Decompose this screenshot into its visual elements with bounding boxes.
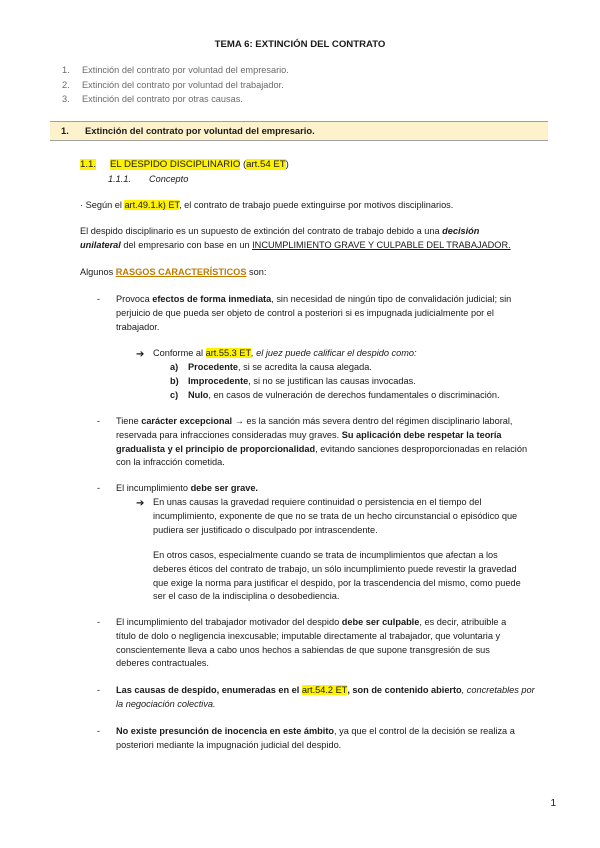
- emphasis: decisión: [442, 226, 480, 236]
- text: Conforme al: [153, 348, 206, 358]
- list-dash: -: [97, 416, 101, 426]
- item-letter: a): [170, 362, 179, 372]
- text: , si se acredita la causa alegada.: [238, 362, 372, 372]
- text: , el contrato de trabajo puede extinguirse por motivos disciplinarios.: [179, 200, 454, 210]
- toc-text: Extinción del contrato por otras causas.: [82, 94, 243, 104]
- section-number: 1.: [61, 125, 69, 136]
- text: , es decir, atribuible a: [419, 617, 507, 627]
- underlined-text: INCUMPLIMIENTO GRAVE Y CULPABLE DEL TRABAJADOR.: [252, 239, 511, 250]
- text: posteriori mediante la impugnación judicial del despido.: [116, 739, 342, 750]
- text: → es la sanción más severa dentro del régimen disciplinario laboral,: [232, 416, 513, 426]
- section-heading: [50, 121, 548, 141]
- list-dash: -: [97, 617, 101, 627]
- text: deberes éticos del contrato de trabajo, un sólo incumplimiento puede revestir la gravedad: [153, 563, 517, 574]
- highlighted-heading: RASGOS CARACTERÍSTICOS: [115, 267, 247, 277]
- text: Algunos: [80, 267, 116, 277]
- toc-item: [62, 79, 289, 94]
- subsubsection-title: Concepto: [149, 174, 189, 184]
- text: El despido disciplinario es un supuesto de extinción del contrato de trabajo debido a una: [80, 226, 443, 236]
- text: , sin necesidad de ningún tipo de convalidación judicial; sin: [271, 294, 512, 304]
- table-of-contents: [62, 64, 289, 108]
- text: ser el caso de la indisciplina o desobediencia.: [153, 591, 340, 602]
- bold-text: gradualista y el principio de proporcionalidad: [116, 443, 316, 454]
- text: incumplimiento, exponente de que no se trata de un hecho circunstancial o episódico que: [153, 510, 518, 521]
- bold-text: Improcedente: [188, 376, 249, 386]
- list-dash: -: [97, 294, 101, 304]
- bold-text: debe ser grave.: [190, 483, 258, 493]
- sub-list-item: [170, 361, 372, 375]
- italic-text: , concretables por: [461, 685, 535, 695]
- subsubsection-heading: [108, 173, 188, 187]
- page-number: 1: [550, 798, 556, 809]
- paren-open: (: [242, 159, 247, 170]
- text: del empresario con base en un: [120, 239, 253, 250]
- article-reference: art.55.3 ET: [205, 348, 252, 358]
- toc-number: 1.: [62, 65, 70, 75]
- paragraph-features: [80, 266, 550, 280]
- subsubsection-number: 1.1.1.: [108, 174, 131, 184]
- emphasis: unilateral: [80, 239, 121, 250]
- text: El incumplimiento del trabajador motivador del despido: [116, 617, 342, 627]
- list-dash: -: [97, 726, 101, 736]
- text: perjuicio de que pueda ser objeto de control a posteriori si es impugnada judicialmente por el: [116, 307, 494, 318]
- subsection-heading: [80, 158, 289, 172]
- text: · Según el: [80, 200, 125, 210]
- text: que exige la norma para justificar el despido, por la trascendencia del mismo, como puede: [153, 577, 521, 588]
- italic-text: la negociación colectiva.: [116, 698, 216, 709]
- text: En unas causas la gravedad requiere continuidad o persistencia en el tiempo del: [153, 497, 482, 507]
- toc-item: [62, 93, 289, 108]
- section-title: Extinción del contrato por voluntad del empresario.: [85, 125, 315, 136]
- bold-text: , son de contenido abierto: [347, 685, 462, 695]
- bold-text: carácter excepcional: [141, 416, 233, 426]
- text: , ya que el control de la decisión se realiza a: [334, 726, 515, 736]
- bold-text: Nulo: [188, 390, 209, 400]
- text: Provoca: [116, 294, 153, 304]
- document-title: TEMA 6: EXTINCIÓN DEL CONTRATO: [214, 39, 386, 50]
- paren-close: ): [285, 159, 289, 170]
- toc-text: Extinción del contrato por voluntad del empresario.: [82, 65, 289, 75]
- bold-text: Procedente: [188, 362, 239, 372]
- toc-number: 3.: [62, 94, 70, 104]
- bold-text: No existe presunción de inocencia en este ámbito: [116, 726, 335, 736]
- toc-number: 2.: [62, 79, 70, 90]
- bold-text: debe ser culpable: [341, 617, 420, 627]
- subsection-title: EL DESPIDO DISCIPLINARIO: [110, 159, 241, 170]
- item-letter: c): [170, 390, 179, 400]
- bold-text: efectos de forma inmediata: [152, 294, 272, 304]
- text: Tiene: [116, 416, 142, 426]
- text: deberes contractuales.: [116, 658, 209, 669]
- text: En otros casos, especialmente cuando se trata de incumplimientos que afectan a los: [153, 550, 498, 560]
- bold-text: Su aplicación debe respetar la teoría: [341, 429, 502, 440]
- text: con la infracción cometida.: [116, 457, 225, 468]
- italic-text: , el juez puede calificar el despido como:: [251, 348, 417, 358]
- text: pudiera ser justificado o disculpado por intrascendente.: [153, 524, 378, 535]
- text: conscientemente lleva a cabo unos hechos a sabiendas de que supone transgresión de sus: [116, 644, 490, 655]
- article-reference: art.54.2 ET: [301, 685, 348, 695]
- article-reference: art.49.1.k) ET: [124, 200, 180, 210]
- text: , en casos de vulneración de derechos fundamentales o discriminación.: [208, 390, 500, 400]
- item-letter: b): [170, 376, 179, 386]
- text: reservada para infracciones consideradas muy graves.: [116, 429, 342, 440]
- sub-paragraph: [153, 549, 553, 604]
- text: son:: [246, 267, 267, 277]
- list-dash: -: [97, 685, 101, 695]
- bold-text: Las causas de despido, enumeradas en el: [116, 685, 302, 695]
- text: El incumplimiento: [116, 483, 191, 493]
- text: trabajador.: [116, 321, 160, 332]
- subsection-number: 1.1.: [80, 159, 97, 170]
- arrow-icon: ➔: [136, 349, 145, 360]
- text: , evitando sanciones desproporcionadas en relación: [315, 443, 528, 454]
- sub-list-item: [170, 389, 500, 403]
- toc-item: [62, 64, 289, 79]
- paragraph-concept: [80, 225, 550, 253]
- sub-list-item: [170, 375, 416, 389]
- paragraph-definition: [80, 199, 550, 213]
- article-reference: art.54 ET: [246, 159, 286, 170]
- text: título de dolo o negligencia inexcusable; imputable directamente al trabajador, que voluntaria y: [116, 630, 501, 641]
- text: , si no se justifican las causas invocadas.: [248, 376, 416, 386]
- arrow-icon: ➔: [136, 498, 145, 509]
- list-dash: -: [97, 483, 101, 493]
- toc-text: Extinción del contrato por voluntad del trabajador.: [82, 79, 284, 90]
